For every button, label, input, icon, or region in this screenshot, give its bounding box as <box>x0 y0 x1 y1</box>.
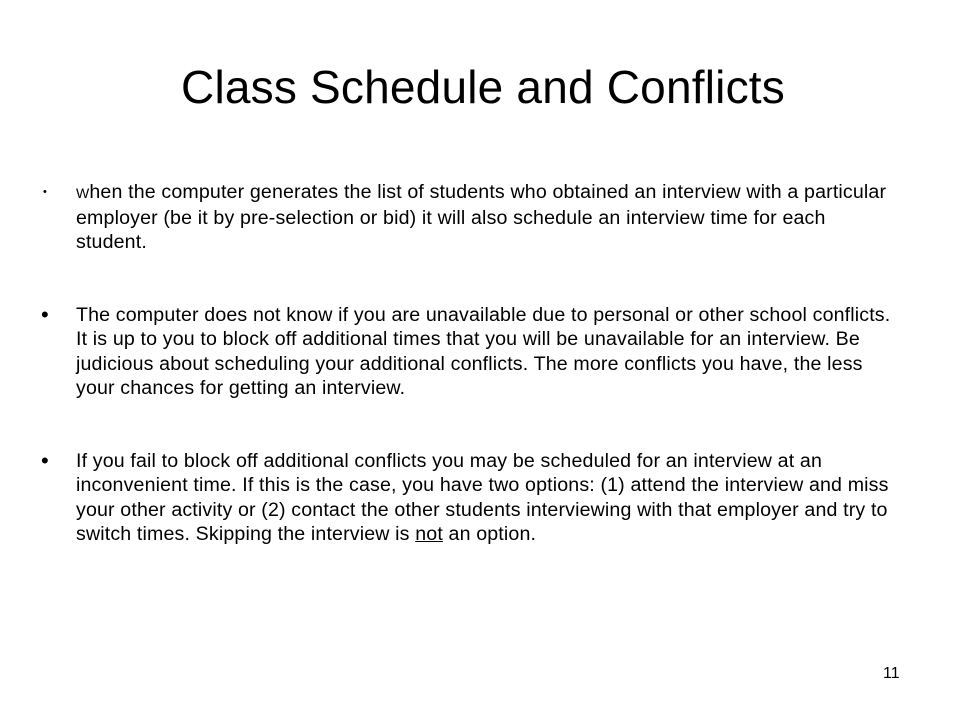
bullet-initial-letter: W <box>76 185 90 201</box>
bullet-marker: • <box>41 447 49 473</box>
slide-page-number: 11 <box>883 665 900 682</box>
bullet-item-interview-scheduling <box>41 180 901 255</box>
bullet-text: The computer does not know if you are unavailable due to personal or other school conflicts. It is up to you to block off additional times that you will be unavailable for an interview. Be judicious about scheduling your additional conflicts. The more conflicts you have, the less your chances for getting an interview. <box>76 303 891 399</box>
bullet-text: hen the computer generates the list of students who obtained an interview with a particular employer (be it by pre-selection or bid) it will also schedule an interview time for each student. <box>76 181 887 253</box>
bullet-list <box>41 180 901 547</box>
bullet-item-options <box>41 449 901 547</box>
bullet-text-before-emphasis: If you fail to block off additional conflicts you may be scheduled for an interview at an inconvenient time. If this is the case, you have two options: (1) attend the interview and miss your other activity or (2) contact the other students interviewing with that employer and try to switch times. Skipping the interview is <box>76 449 889 545</box>
bullet-text-after-emphasis: an option. <box>442 523 537 545</box>
bullet-item-block-conflicts <box>41 303 901 401</box>
bullet-marker: • <box>43 186 48 198</box>
underlined-emphasis: not <box>415 523 443 545</box>
bullet-marker: • <box>41 301 49 327</box>
slide-title: Class Schedule and Conflicts <box>181 61 785 113</box>
